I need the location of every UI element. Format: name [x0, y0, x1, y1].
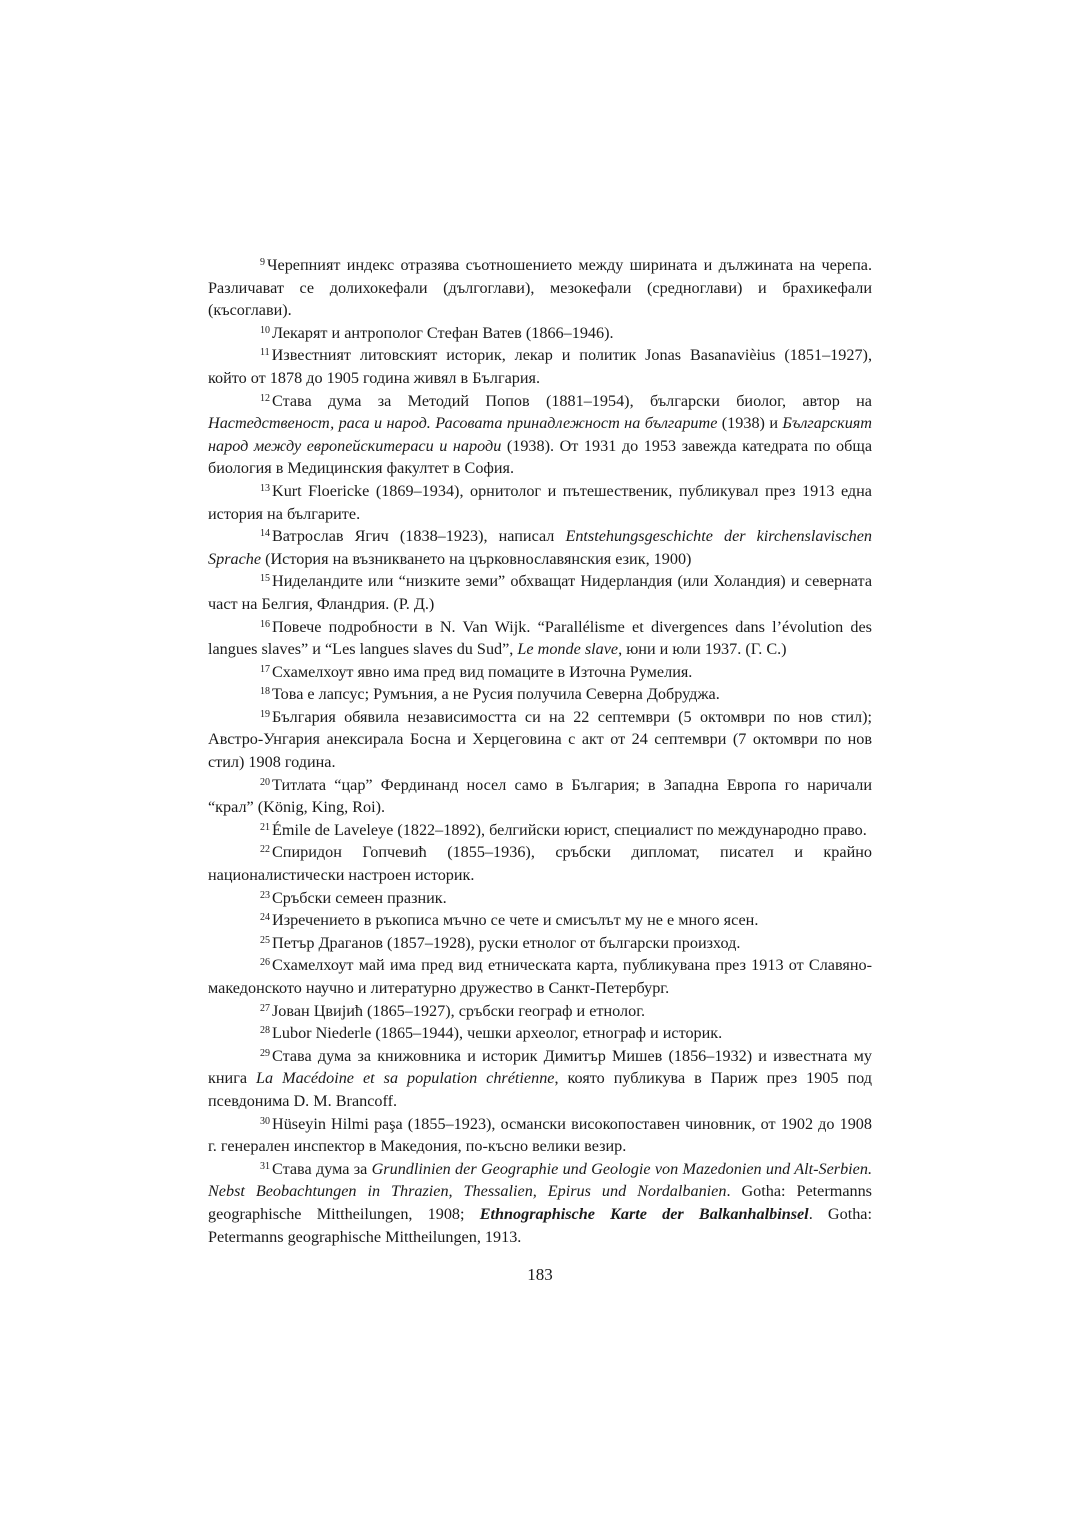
- footnote: [208, 706, 872, 774]
- footnote: [208, 887, 872, 910]
- footnote-text: Титлата “цар” Фердинанд носел само в България; в Западна Европа го наричали “крал” (König, King, Roi).: [208, 775, 872, 817]
- footnote: [208, 819, 872, 842]
- footnote: [208, 254, 872, 322]
- footnote-text: Ethnographische Karte der Balkanhalbinsel: [479, 1204, 809, 1223]
- footnote-number: 18: [260, 686, 270, 698]
- footnote-number: 12: [260, 392, 270, 404]
- footnote-text: (История на възникването на църковнославянския език, 1900): [261, 549, 692, 568]
- footnote-text: Ватрослав Ягич (1838–1923), написал: [272, 527, 566, 546]
- footnote-text: Kurt Floericke (1869–1934), орнитолог и пътешественик, публикувал през 1913 една история на българите.: [208, 481, 872, 523]
- footnote-number: 14: [260, 528, 270, 540]
- footnote-text: Лекарят и антрополог Стефан Ватев (1866–1946).: [272, 323, 614, 342]
- footnote-number: 20: [260, 776, 270, 788]
- page-number: 183: [527, 1265, 553, 1284]
- footnote-number: 15: [260, 573, 270, 585]
- footnote-text: (1938) и: [717, 414, 783, 433]
- footnote: [208, 841, 872, 886]
- footnote-text: Сръбски семеен празник.: [272, 888, 447, 907]
- footnote-number: 26: [260, 957, 270, 969]
- footnote-text: La Macédoine et sa population chrétienne: [256, 1069, 555, 1088]
- footnote-text: България обявила независимостта си на 22 септември (5 октомври по нов стил); Австро-Унгария анексирала Босна и Херцеговина с акт от 24 септември (7 октомври по нов стил) 1908 година.: [208, 707, 872, 772]
- footnote: [208, 480, 872, 525]
- footnote: [208, 1113, 872, 1158]
- footnote-number: 16: [260, 618, 270, 630]
- footnote-text: Известният литовският историк, лекар и политик Jonas Basanavièius (1851–1927), който от 1878 до 1905 година живял в България.: [208, 346, 872, 387]
- footnote: [208, 1158, 872, 1248]
- footnote-text: Повече подробности в N. Van Wijk. “Parallélisme et divergences dans l’évolution des langues slaves” и “Les langues slaves du Sud”,: [208, 617, 872, 659]
- footnote-text: Петър Драганов (1857–1928), руски етнолог от български произход.: [272, 933, 741, 952]
- footnote-number: 21: [260, 821, 270, 833]
- footnote-text: Става дума за Методий Попов (1881–1954), български биолог, автор на: [272, 391, 872, 410]
- footnote: [208, 774, 872, 819]
- footnote-text: Настедственост, раса и народ. Расовата принадлежност на българите: [208, 414, 718, 433]
- footnote: [208, 570, 872, 615]
- footnote-text: Émile de Laveleye (1822–1892), белгийски юрист, специалист по международно право.: [272, 820, 867, 839]
- footnote-number: 22: [260, 844, 270, 856]
- footnote: [208, 322, 872, 345]
- footnotes-block: [208, 254, 872, 1248]
- footnote: [208, 954, 872, 999]
- footnote: [208, 1022, 872, 1045]
- footnote-text: Јован Цвијић (1865–1927), сръбски географ и етнолог.: [272, 1001, 646, 1020]
- footnote-text: Изречението в ръкописа мъчно се чете и смисълът му не е много ясен.: [272, 911, 759, 930]
- footnote-number: 9: [260, 257, 265, 268]
- footnote-number: 27: [260, 1002, 270, 1014]
- footnote-text: , юни и юли 1937. (Г. С.): [618, 640, 787, 659]
- footnote: [208, 1000, 872, 1023]
- footnote-text: Спиридон Гопчевић (1855–1936), сръбски дипломат, писател и крайно националистически настроен историк.: [208, 843, 872, 885]
- footnote-number: 31: [260, 1160, 270, 1172]
- footnote-text: Le monde slave: [517, 640, 619, 659]
- footnote-text: Схамелхоут явно има пред вид помаците в Източна Румелия.: [272, 662, 693, 681]
- footnote-text: Ниделандите или “низките земи” обхващат Нидерландия (или Холандия) и северната част на Белгия, Фландрия. (Р. Д.): [208, 572, 872, 613]
- footnote-text: Става дума за: [272, 1159, 372, 1178]
- footnote-text: Става дума за книжовника и историк Димитър Мишев (1856–1932) и известната му книга: [208, 1046, 872, 1088]
- footnote-number: 23: [260, 889, 270, 901]
- footnote-text: Черепният индекс отразява съотношението между ширината и дължината на черепа. Различават се долихокефали (дългоглави), мезокефали (средноглави) и брахикефали (късоглави).: [208, 256, 872, 320]
- footnote-text: . Gotha: Petermanns geographische Mittheilungen, 1908;: [208, 1182, 872, 1223]
- footnote: [208, 616, 872, 661]
- footnote-text: Българският народ между европейскитераси и народи: [208, 414, 872, 455]
- footnote-number: 24: [260, 912, 270, 924]
- footnote-text: Entstehungsgeschichte der kirchenslavischen Sprache: [208, 527, 872, 568]
- footnote-text: Това е лапсус; Румъния, а не Русия получила Северна Добруджа.: [272, 685, 720, 704]
- footnote: [208, 909, 872, 932]
- footnote-text: Схамелхоут май има пред вид етническата карта, публикувана през 1913 от Славяно-македонското научно и литературно дружество в Санкт-Петербург.: [208, 956, 872, 997]
- footnote-number: 11: [260, 347, 270, 359]
- footnote: [208, 525, 872, 570]
- footnote-number: 10: [260, 324, 270, 336]
- footnote: [208, 661, 872, 684]
- footnote: [208, 390, 872, 480]
- footnote: [208, 344, 872, 389]
- footnote-number: 30: [260, 1115, 270, 1127]
- footnote-text: (1938). От 1931 до 1953 завежда катедрата по обща биология в Медицинския факултет в София.: [208, 436, 872, 478]
- footnote-text: , която публикува в Париж през 1905 под псевдонима D. M. Brancoff.: [208, 1069, 872, 1110]
- footnote-text: Grundlinien der Geographie und Geologie von Mazedonien und Alt-Serbien. Nebst Beobachtungen in Thrazien, Thessalien, Epirus und Nordalbanien: [208, 1159, 873, 1201]
- footnote-number: 29: [260, 1047, 270, 1059]
- footnote-text: Lubor Niederle (1865–1944), чешки археолог, етнограф и историк.: [272, 1024, 723, 1043]
- footnote-number: 17: [260, 663, 270, 675]
- footnote-number: 19: [260, 708, 270, 720]
- footnote: [208, 1045, 872, 1113]
- footnote-number: 13: [260, 482, 270, 494]
- footnote-number: 25: [260, 934, 270, 946]
- footnote: [208, 932, 872, 955]
- footnote: [208, 683, 872, 706]
- footnote-text: . Gotha: Petermanns geographische Mittheilungen, 1913.: [208, 1204, 872, 1246]
- footnote-number: 28: [260, 1025, 270, 1037]
- footnote-text: Hüseyin Hilmi paşa (1855–1923), османски високопоставен чиновник, от 1902 до 1908 г. генерален инспектор в Македония, по-късно велики везир.: [208, 1114, 872, 1156]
